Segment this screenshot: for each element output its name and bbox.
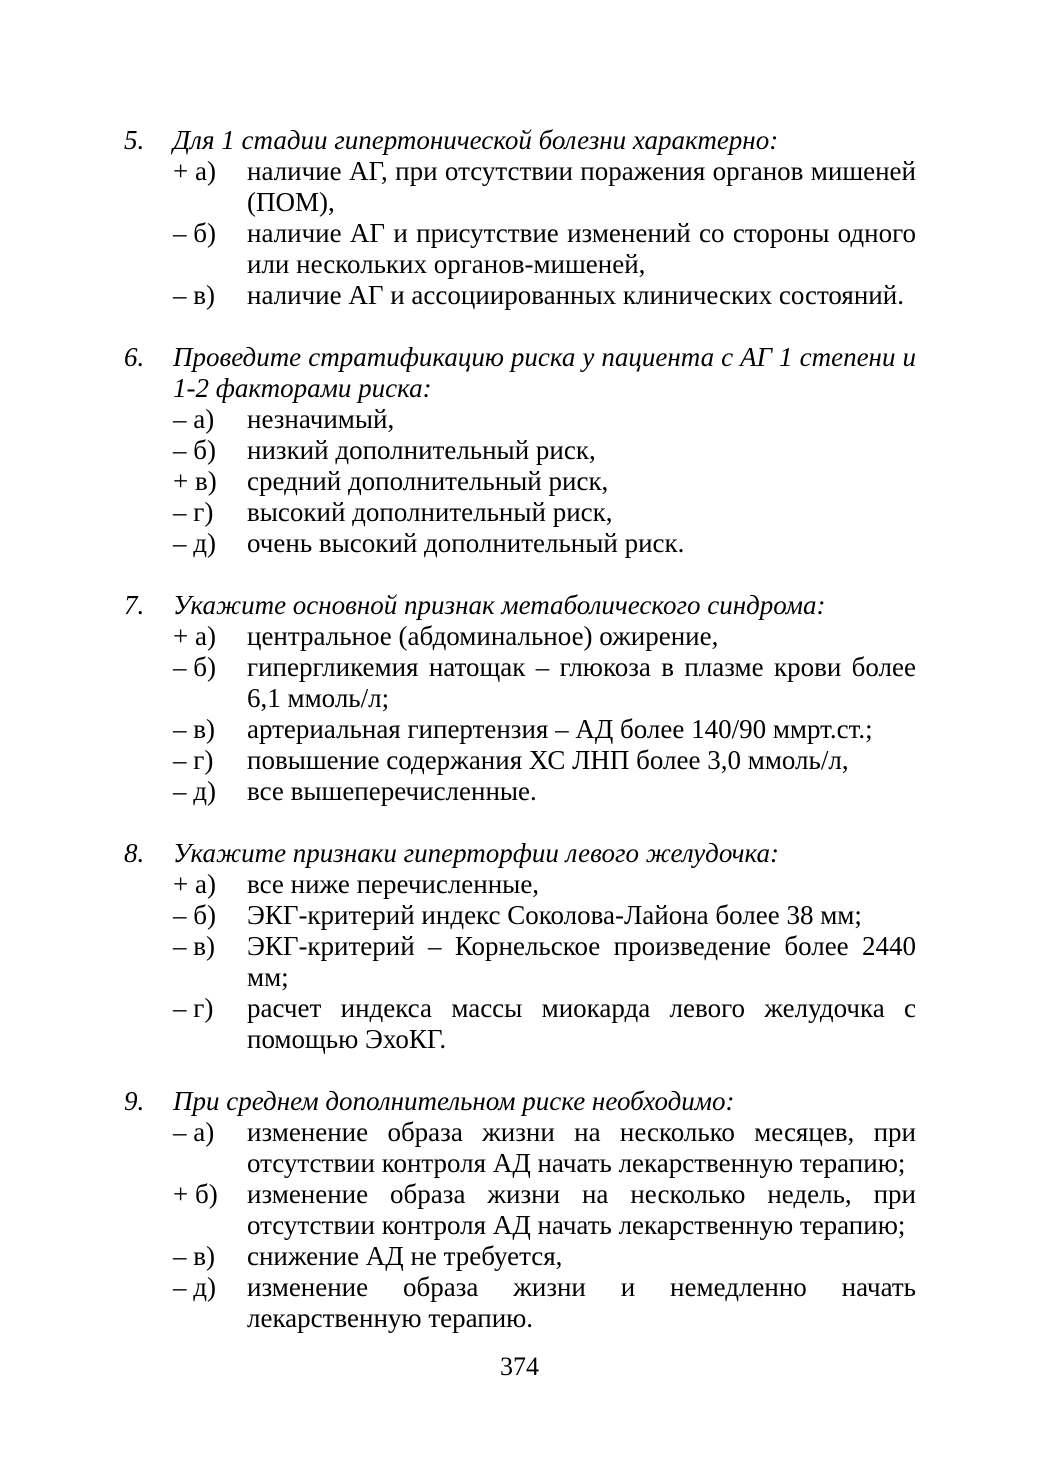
answer-option xyxy=(173,280,916,311)
option-text: незначимый, xyxy=(247,404,395,434)
answer-option xyxy=(173,776,916,807)
option-marker: – г) xyxy=(173,497,214,527)
question-head xyxy=(124,838,916,869)
option-text: очень высокий дополнительный риск. xyxy=(247,528,685,558)
answer-option xyxy=(173,714,916,745)
answer-option xyxy=(173,1117,916,1179)
answer-option xyxy=(173,1179,916,1241)
question-text: При среднем дополнительном риске необходимо: xyxy=(173,1086,735,1116)
question-6 xyxy=(124,342,916,559)
option-text: наличие АГ и присутствие изменений со стороны одного или нескольких органов-мишеней, xyxy=(247,218,916,279)
option-marker: + б) xyxy=(173,1179,218,1209)
option-marker: – г) xyxy=(173,993,214,1023)
option-marker: – в) xyxy=(173,280,215,310)
answer-option xyxy=(173,218,916,280)
option-marker: – в) xyxy=(173,931,215,961)
option-marker: – г) xyxy=(173,745,214,775)
answer-option xyxy=(173,466,916,497)
option-text: изменение образа жизни на несколько месяцев, при отсутствии контроля АД начать лекарственную терапию; xyxy=(247,1117,916,1178)
question-head xyxy=(124,125,916,156)
option-text: все вышеперечисленные. xyxy=(247,776,537,806)
question-text: Проведите стратификацию риска у пациента с АГ 1 степени и 1-2 факторами риска: xyxy=(173,342,916,403)
answer-options xyxy=(173,404,916,559)
option-text: изменение образа жизни на несколько недель, при отсутствии контроля АД начать лекарственную терапию; xyxy=(247,1179,916,1240)
answer-options xyxy=(173,869,916,1055)
option-text: расчет индекса массы миокарда левого желудочка с помощью ЭхоКГ. xyxy=(247,993,916,1054)
answer-option xyxy=(173,156,916,218)
answer-option xyxy=(173,652,916,714)
option-marker: + в) xyxy=(173,466,217,496)
option-marker: + а) xyxy=(173,621,216,651)
option-text: артериальная гипертензия – АД более 140/90 ммрт.ст.; xyxy=(247,714,873,744)
answer-option xyxy=(173,497,916,528)
option-marker: – а) xyxy=(173,1117,215,1147)
option-marker: – а) xyxy=(173,404,215,434)
option-marker: – д) xyxy=(173,528,216,558)
option-marker: – б) xyxy=(173,218,216,248)
option-marker: – в) xyxy=(173,714,215,744)
answer-option xyxy=(173,1241,916,1272)
answer-option xyxy=(173,931,916,993)
option-marker: + а) xyxy=(173,869,216,899)
answer-option xyxy=(173,993,916,1055)
option-text: центральное (абдоминальное) ожирение, xyxy=(247,621,719,651)
option-marker: – д) xyxy=(173,1272,216,1302)
answer-options xyxy=(173,621,916,807)
option-marker: + а) xyxy=(173,156,216,186)
option-text: изменение образа жизни и немедленно начать лекарственную терапию. xyxy=(247,1272,916,1333)
question-text: Укажите основной признак метаболического синдрома: xyxy=(173,590,826,620)
answer-option xyxy=(173,1272,916,1334)
question-number: 7. xyxy=(124,590,145,620)
option-text: ЭКГ-критерий индекс Соколова-Лайона более 38 мм; xyxy=(247,900,862,930)
answer-options xyxy=(173,1117,916,1334)
question-head xyxy=(124,590,916,621)
answer-option xyxy=(173,435,916,466)
answer-option xyxy=(173,528,916,559)
option-text: средний дополнительный риск, xyxy=(247,466,609,496)
question-number: 5. xyxy=(124,125,145,155)
option-text: снижение АД не требуется, xyxy=(247,1241,563,1271)
question-9 xyxy=(124,1086,916,1334)
question-5 xyxy=(124,125,916,311)
question-7 xyxy=(124,590,916,807)
option-marker: – б) xyxy=(173,652,216,682)
option-marker: – в) xyxy=(173,1241,215,1271)
page-number: 374 xyxy=(500,1352,539,1381)
page-content xyxy=(124,125,916,1365)
option-text: повышение содержания ХС ЛНП более 3,0 ммоль/л, xyxy=(247,745,849,775)
question-number: 6. xyxy=(124,342,145,372)
option-text: низкий дополнительный риск, xyxy=(247,435,596,465)
option-text: высокий дополнительный риск, xyxy=(247,497,613,527)
answer-options xyxy=(173,156,916,311)
question-text: Для 1 стадии гипертонической болезни характерно: xyxy=(173,125,779,155)
question-number: 9. xyxy=(124,1086,145,1116)
option-text: ЭКГ-критерий – Корнельское произведение более 2440 мм; xyxy=(247,931,916,992)
option-marker: – б) xyxy=(173,900,216,930)
answer-option xyxy=(173,900,916,931)
question-8 xyxy=(124,838,916,1055)
question-number: 8. xyxy=(124,838,145,868)
question-head xyxy=(124,342,916,404)
question-text: Укажите признаки гиперторфии левого желудочка: xyxy=(173,838,779,868)
option-text: наличие АГ и ассоциированных клинических состояний. xyxy=(247,280,904,310)
option-marker: – б) xyxy=(173,435,216,465)
question-head xyxy=(124,1086,916,1117)
option-text: все ниже перечисленные, xyxy=(247,869,540,899)
answer-option xyxy=(173,621,916,652)
option-marker: – д) xyxy=(173,776,216,806)
option-text: наличие АГ, при отсутствии поражения органов мишеней (ПОМ), xyxy=(247,156,916,217)
option-text: гипергликемия натощак – глюкоза в плазме крови более 6,1 ммоль/л; xyxy=(247,652,916,713)
answer-option xyxy=(173,869,916,900)
answer-option xyxy=(173,745,916,776)
answer-option xyxy=(173,404,916,435)
